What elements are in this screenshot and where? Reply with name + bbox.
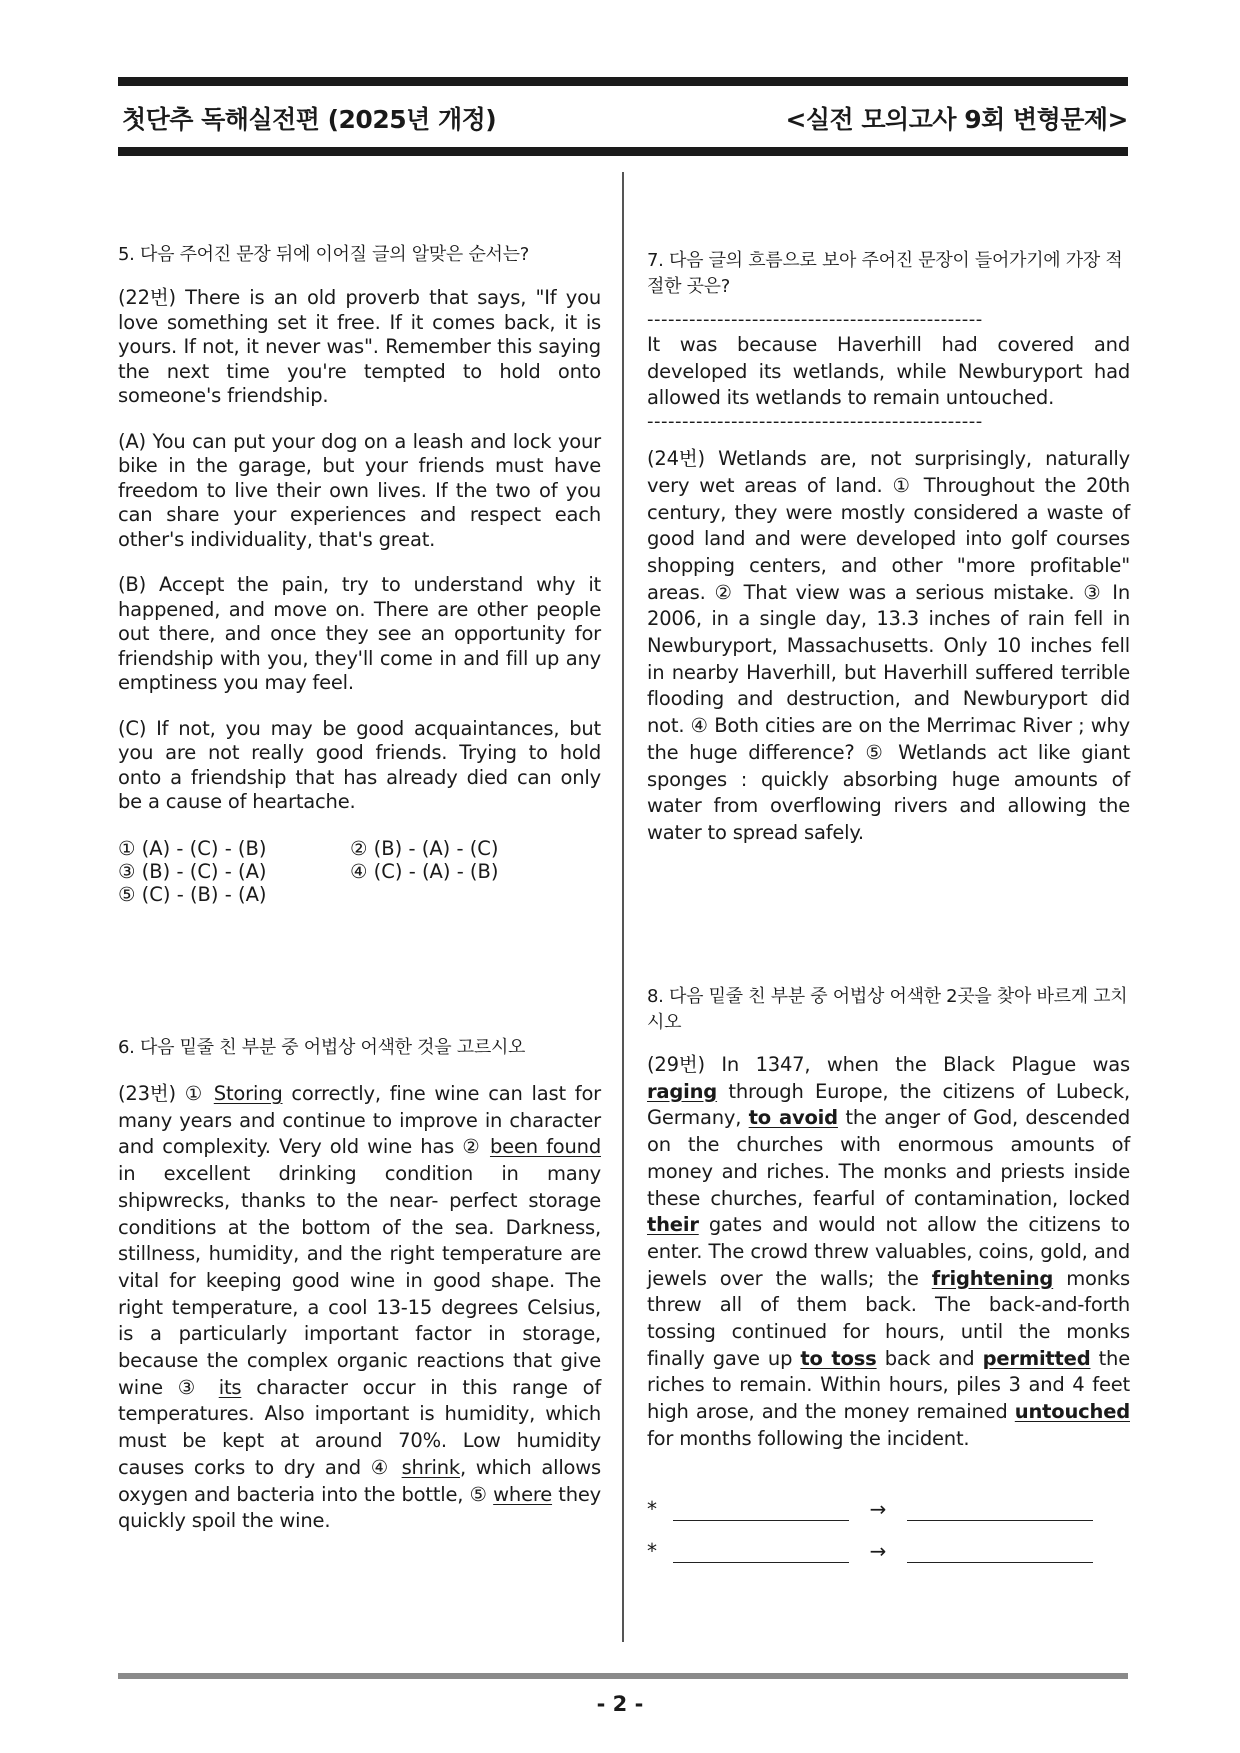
question-6 <box>118 1035 601 1535</box>
arrow-right-icon: → <box>869 1538 887 1563</box>
q6-underline-5: where <box>493 1482 553 1506</box>
q6-text: correctly, fine wine can last for many years and continue to improve in character and complexity. Very old wine has ② <box>118 1082 601 1159</box>
q8-answer-area <box>647 1491 1130 1563</box>
book-title: 첫단추 독해실전편 (2025년 개정) <box>122 105 497 134</box>
q5-paragraph-a: (A) You can put your dog on a leash and lock your bike in the garage, but your friends must have freedom to live their own lives. If the two of you can share your experiences and respect each other's individuality, that's great. <box>118 429 601 551</box>
q6-underline-3: its <box>218 1375 242 1399</box>
q6-text: character occur in this range of temperatures. Also important is humidity, which must be kept at around 70%. Low humidity causes corks to dry and ④ <box>118 1375 601 1479</box>
q5-option-5[interactable]: ⑤ (C) - (B) - (A) <box>118 882 267 906</box>
q5-title: 5. 다음 주어진 문장 뒤에 이어질 글의 알맞은 순서는? <box>118 244 529 265</box>
footer-rule <box>118 1673 1128 1679</box>
q6-underline-1: Storing <box>213 1082 283 1105</box>
q8-text: (29번) In 1347, when the Black Plague was <box>647 1053 1130 1076</box>
q7-title: 7. 다음 글의 흐름으로 보아 주어진 문장이 들어가기에 가장 적절한 곳은? <box>647 250 1123 297</box>
question-8 <box>647 984 1130 1563</box>
q8-title: 8. 다음 밑줄 친 부분 중 어법상 어색한 2곳을 찾아 바르게 고치시오 <box>647 986 1128 1033</box>
q8-answer-row-2 <box>647 1533 1130 1563</box>
q6-title: 6. 다음 밑줄 친 부분 중 어법상 어색한 것을 고르시오 <box>118 1037 526 1058</box>
left-column <box>118 242 601 1533</box>
q5-option-1[interactable]: ① (A) - (C) - (B) <box>118 836 267 860</box>
q7-passage: (24번) Wetlands are, not surprisingly, naturally very wet areas of land. ① Throughout the 20th century, they were mostly considered a waste of good land and were developed into golf courses shopping centers, and other "more profitable" areas. ② That view was a serious mistake. ③ In 2006, in a single day, 13.3 inches of rain fell in Newburyport, Massachusetts. Only 10 inches fell in nearby Haverhill, but Haverhill suffered terrible flooding and destruction, and Newburyport did not. ④ Both cities are on the Merrimac River ; why the huge difference? ⑤ Wetlands act like giant sponges : quickly absorbing huge amounts of water from overflowing rivers and allowing the water to spread safely. <box>647 447 1130 844</box>
q6-passage <box>118 1081 601 1535</box>
q7-dash-top: ------------------------------------------------ <box>647 310 983 330</box>
question-7 <box>647 248 1130 847</box>
q7-given-sentence: It was because Haverhill had covered and developed its wetlands, while Newburyport had allowed its wetlands to remain untouched. <box>647 333 1130 410</box>
q8-text: gates and would not allow the citizens to enter. The crowd threw valuables, coins, gold, and jewels over the walls; the <box>647 1213 1130 1290</box>
arrow-right-icon: → <box>869 1496 887 1521</box>
answer-bullet: * <box>647 1496 657 1521</box>
q8-underline-3: their <box>647 1213 699 1237</box>
q7-dash-bottom: ------------------------------------------------ <box>647 412 983 433</box>
q8-answer-1-wrong[interactable] <box>673 1498 849 1521</box>
question-5 <box>118 242 601 906</box>
q5-option-4[interactable]: ④ (C) - (A) - (B) <box>350 859 499 883</box>
q5-intro: (22번) There is an old proverb that says, "If you love something set it free. If it comes back, it is yours. If not, it never was". Remember this saying the next time you're tempted to hold onto someone's friendship. <box>118 286 601 407</box>
q8-text: the riches to remain. Within hours, piles 3 and 4 feet high arose, and the money remained <box>647 1346 1131 1424</box>
right-column <box>647 248 1131 1563</box>
q8-text: back and <box>876 1346 983 1370</box>
header-bottom-rule <box>118 147 1128 156</box>
q8-text: the anger of God, descended on the churches with enormous amounts of money and riches. The monks and priests inside these churches, fearful of contamination, locked <box>647 1106 1130 1210</box>
header-top-rule <box>118 77 1128 86</box>
q5-option-3[interactable]: ③ (B) - (C) - (A) <box>118 859 267 883</box>
q6-text: (23번) ① <box>118 1082 214 1105</box>
q8-passage <box>647 1052 1130 1453</box>
q6-underline-2: been found <box>489 1135 601 1159</box>
q8-answer-2-correct[interactable] <box>907 1540 1093 1563</box>
q8-answer-1-correct[interactable] <box>907 1498 1093 1521</box>
column-divider <box>622 172 624 1642</box>
q5-paragraph-c: (C) If not, you may be good acquaintances, but you are not really good friends. Trying to hold onto a friendship that has already died can only be a cause of heartache. <box>118 716 601 813</box>
q8-text: through Europe, the citizens of Lubeck, Germany, <box>647 1079 1130 1130</box>
page-number: - 2 - <box>596 1692 644 1716</box>
q8-answer-2-wrong[interactable] <box>673 1540 849 1563</box>
answer-bullet: * <box>647 1538 657 1563</box>
q8-underline-2: to avoid <box>748 1106 838 1130</box>
q8-underline-1: raging <box>647 1079 718 1103</box>
q5-option-2[interactable]: ② (B) - (A) - (C) <box>350 836 499 860</box>
q8-underline-4: frightening <box>931 1266 1054 1290</box>
q6-underline-4: shrink <box>401 1455 460 1479</box>
q8-underline-5: to toss <box>800 1346 877 1370</box>
exam-title: <실전 모의고사 9회 변형문제> <box>785 105 1128 134</box>
q8-text: for months following the incident. <box>647 1426 970 1450</box>
q8-underline-6: permitted <box>982 1346 1091 1370</box>
q8-text: monks threw all of them back. The back-and-forth tossing continued for hours, until the monks finally gave up <box>647 1266 1130 1370</box>
q5-paragraph-b: (B) Accept the pain, try to understand why it happened, and move on. There are other people out there, and once they see an opportunity for friendship with you, they'll come in and fill up any emptiness you may feel. <box>118 573 601 694</box>
q8-underline-7: untouched <box>1014 1400 1130 1424</box>
q8-answer-row-1 <box>647 1491 1130 1521</box>
q6-text: in excellent drinking condition in many shipwrecks, thanks to the near- perfect storage conditions at the bottom of the sea. Darkness, stillness, humidity, and the right temperature are vital for keeping good wine in good shape. The right temperature, a cool 13-15 degrees Celsius, is a particularly important factor in storage, because the complex organic reactions that give wine ③ <box>118 1162 601 1399</box>
q6-text: they quickly spoil the wine. <box>118 1482 601 1533</box>
q6-text: , which allows oxygen and bacteria into the bottle, ⑤ <box>118 1455 601 1506</box>
q5-options <box>118 837 601 906</box>
